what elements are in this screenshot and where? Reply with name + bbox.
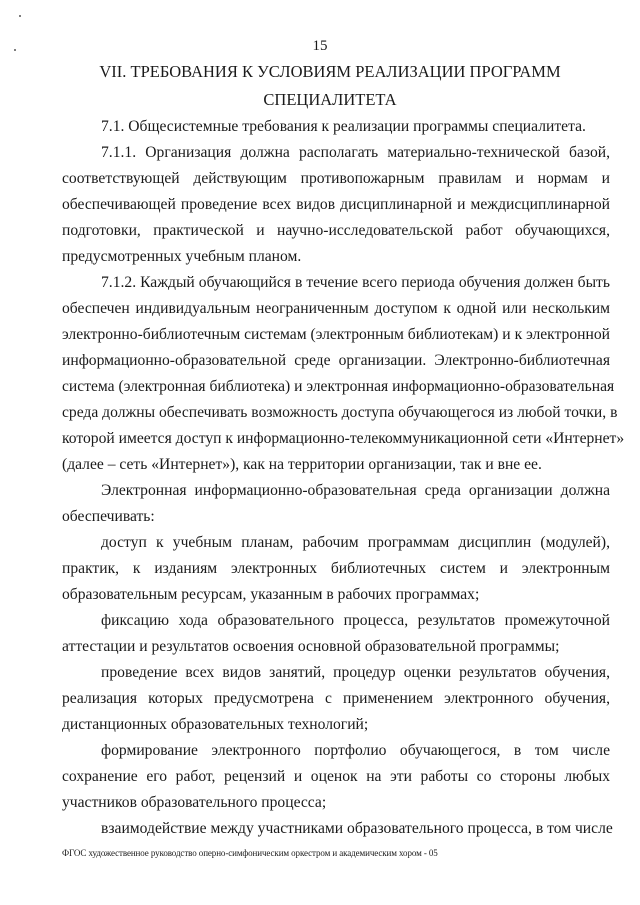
paragraph-line: взаимодействие между участниками образовательного процесса, в том числе — [101, 820, 613, 837]
paragraph-line: реализация которых предусмотрена с применением электронного обучения, — [62, 690, 610, 707]
paragraph-line: среда должны обеспечивать возможность доступа обучающегося из любой точки, в — [62, 404, 618, 421]
paragraph-line: 7.1.1. Организация должна располагать материально-технической базой, — [101, 144, 610, 161]
page-number: 15 — [312, 38, 328, 54]
paragraph-line: аттестации и результатов освоения основной образовательной программы; — [62, 638, 560, 655]
document-footer: ФГОС художественное руководство оперно-симфоническим оркестром и академическим хором - 05 — [62, 848, 438, 858]
paragraph-line: подготовки, практической и научно-исследовательской работ обучающихся, — [62, 222, 610, 239]
scan-speck — [19, 15, 21, 17]
paragraph-line: участников образовательного процесса; — [62, 794, 327, 811]
paragraph-line: практик, к изданиям электронных библиотечных систем и электронным — [62, 560, 610, 577]
paragraph-line: соответствующей действующим противопожарным правилам и нормам и — [62, 170, 610, 187]
paragraph-line: информационно-образовательной среде организации. Электронно-библиотечная — [62, 352, 610, 369]
paragraph-line: проведение всех видов занятий, процедур оценки результатов обучения, — [101, 664, 610, 681]
paragraph-line: обеспечивать: — [62, 508, 155, 525]
paragraph-line: обеспечивающей проведение всех видов дисциплинарной и междисциплинарной — [62, 196, 610, 213]
section-heading-line-2: СПЕЦИАЛИТЕТА — [263, 90, 397, 109]
paragraph-line: предусмотренных учебным планом. — [62, 248, 302, 265]
paragraph-line: обеспечен индивидуальным неограниченным доступом к одной или нескольким — [62, 300, 610, 317]
paragraph-line: образовательным ресурсам, указанным в рабочих программах; — [62, 586, 480, 603]
paragraph-line: система (электронная библиотека) и электронная информационно-образовательная — [62, 378, 615, 395]
paragraph-line: формирование электронного портфолио обучающегося, в том числе — [101, 742, 610, 759]
paragraph-line: 7.1.2. Каждый обучающийся в течение всего периода обучения должен быть — [101, 274, 610, 291]
paragraph-line: которой имеется доступ к информационно-телекоммуникационной сети «Интернет» — [62, 430, 625, 447]
paragraph-line: электронно-библиотечным системам (электронным библиотекам) и к электронной — [62, 326, 610, 343]
paragraph-line: доступ к учебным планам, рабочим программам дисциплин (модулей), — [101, 534, 610, 551]
paragraph-line: фиксацию хода образовательного процесса, результатов промежуточной — [101, 612, 610, 629]
paragraph-line: 7.1. Общесистемные требования к реализации программы специалитета. — [101, 118, 586, 135]
section-heading-line-1: VII. ТРЕБОВАНИЯ К УСЛОВИЯМ РЕАЛИЗАЦИИ ПРОГРАММ — [99, 62, 561, 81]
paragraph-line: Электронная информационно-образовательная среда организации должна — [101, 482, 610, 499]
paragraph-line: сохранение его работ, рецензий и оценок на эти работы со стороны любых — [62, 768, 610, 785]
paragraph-line: дистанционных образовательных технологий; — [62, 716, 369, 733]
paragraph-line: (далее – сеть «Интернет»), как на территории организации, так и вне ее. — [62, 456, 542, 473]
